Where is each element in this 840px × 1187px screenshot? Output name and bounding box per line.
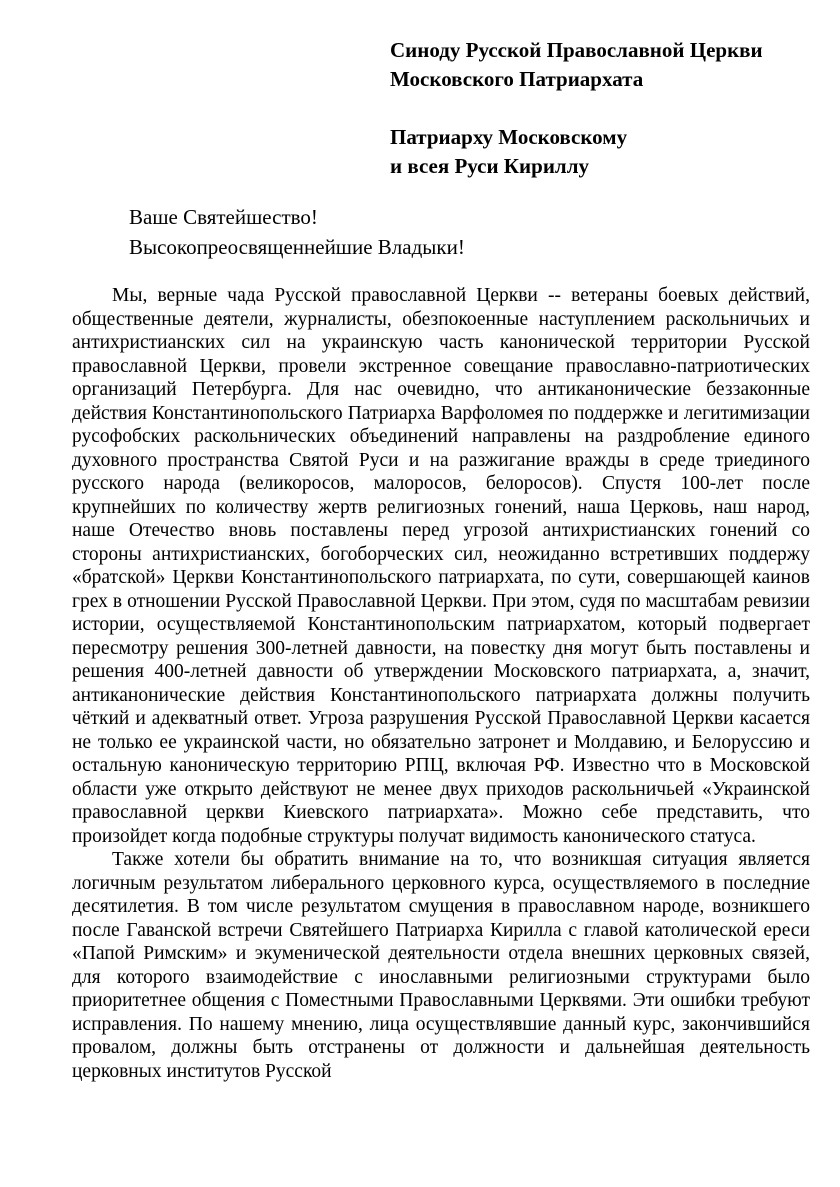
- salutation-line-bishops: Высокопреосвященнейшие Владыки!: [129, 235, 465, 259]
- body-paragraph-1: Мы, верные чада Русской православной Церкви -- ветераны боевых действий, общественные деятели, журналисты, обезпокоенные наступлением раскольничьих и антихристианских сил на украинскую часть канонической территории Русской православной Церкви, провели экстренное совещание православно-патриотических организаций Петербурга. Для нас очевидно, что антиканонические беззаконные действия Константинопольского Патриарха Варфоломея по поддержке и легитимизации русофобских раскольнических объединений направлены на раздробление единого духовного пространства Святой Руси и на разжигание вражды в среде триединого русского народа (великоросов, малоросов, белоросов). Спустя 100-лет после крупнейших по количеству жертв религиозных гонений, наша Церковь, наш народ, наше Отечество вновь поставлены перед угрозой антихристианских гонений со стороны антихристианских, богоборческих сил, неожиданно встретивших поддержу «братской» Церкви Константинопольского патриархата, по сути, совершающей каинов грех в отношении Русской Православной Церкви. При этом, судя по масштабам ревизии истории, осуществляемой Константинопольским патриархатом, который подвергает пересмотру решения 300-летней давности, на повестку дня могут быть поставлены и решения 400-летней давности об утверждении Московского патриархата, а, значит, антиканонические действия Константинопольского патриархата должны получить чёткий и адекватный ответ. Угроза разрушения Русской Православной Церкви касается не только ее украинской части, но обязательно затронет и Молдавию, и Белоруссию и остальную каноническую территорию РПЦ, включая РФ. Известно что в Московской области уже открыто действуют не менее двух приходов раскольничьей «Украинской православной церкви Киевского патриархата». Можно себе представить, что произойдет когда подобные структуры получат видимость канонического статуса.: [72, 285, 810, 847]
- salutation-line-holiness: Ваше Святейшество!: [129, 205, 318, 229]
- recipient-block: [390, 36, 763, 181]
- recipient-line-patriarch: Патриарху Московскому: [390, 125, 628, 149]
- salutation-block: [129, 202, 465, 262]
- body-paragraph-2: Также хотели бы обратить внимание на то, что возникшая ситуация является логичным результатом либерального церковного курса, осуществляемого в последние десятилетия. В том числе результатом смущения в православном народе, возникшего после Гаванской встречи Святейшего Патриарха Кирилла с главой католической ереси «Папой Римским» и экуменической деятельности отдела внешних церковных связей, для которого взаимодействие с инославными религиозными структурами было приоритетнее общения с Поместными Православными Церквями. Эти ошибки требуют исправления. По нашему мнению, лица осуществлявшие данный курс, закончившийся провалом, должны быть отстранены от должности и дальнейшая деятельность церковных институтов Русской: [72, 849, 810, 1082]
- letter-body: [72, 284, 810, 1083]
- recipient-line-patriarchate: Московского Патриархата: [390, 67, 644, 91]
- recipient-line-kirill: и всея Руси Кириллу: [390, 154, 589, 178]
- recipient-line-synod: Синоду Русской Православной Церкви: [390, 38, 763, 62]
- recipient-block-spacer: [390, 94, 763, 123]
